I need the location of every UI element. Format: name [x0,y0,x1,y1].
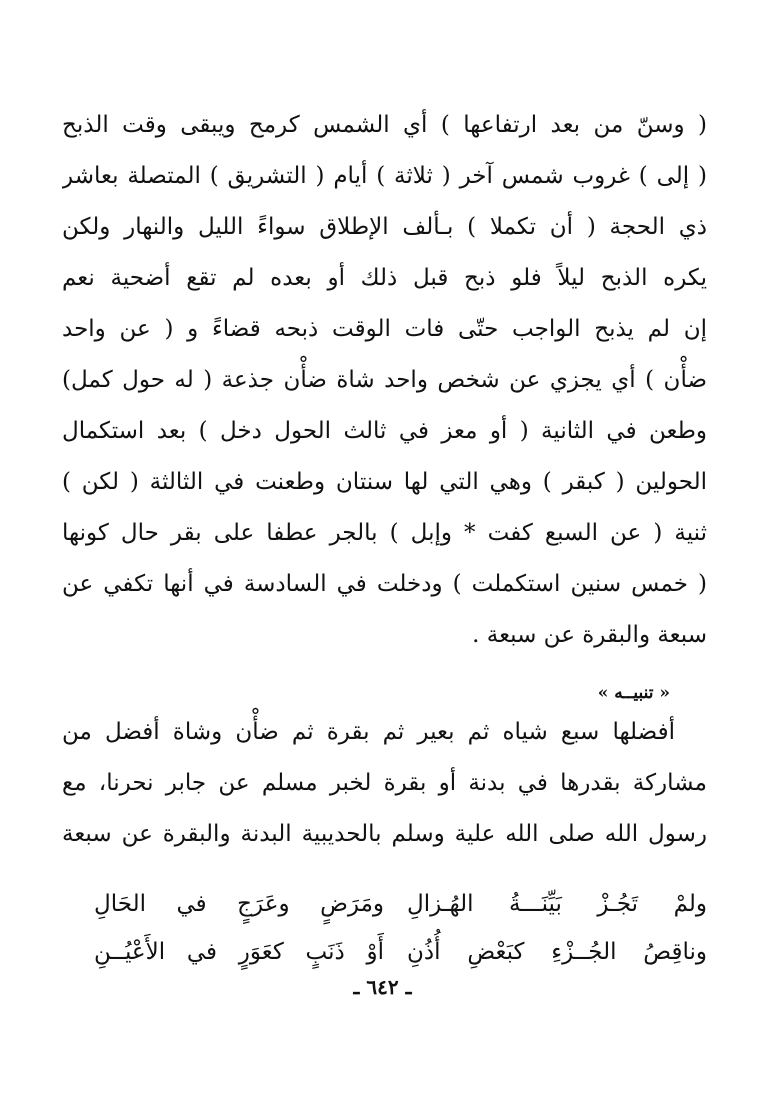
text-line: إن لم يذبح الواجب حتّى فات الوقت ذبحه قضاءً و ( عن واحد [62,316,707,342]
verse-hemistich-second: ومَرَضٍ وعَرَجٍ في الحَالِ [94,891,384,917]
page-number: ـ ٦٤٢ ـ [353,975,412,999]
text-line: الحولين ( كبقر ) وهي التي لها سنتان وطعنت في الثالثة ( لكن ) [62,469,707,495]
verse-line [62,880,707,928]
text-line: ثنية ( عن السبع كفت * وإبل ) بالجر عطفا على بقر حال كونها [62,520,707,546]
notice-heading: « تنبيــه » [597,683,670,703]
notice-text [62,707,707,860]
text-line: ( إلى ) غروب شمس آخر ( ثلاثة ) أيام ( التشريق ) المتصلة بعاشر [62,163,707,189]
main-text [62,100,707,661]
text-line: سبعة والبقرة عن سبعة . [472,622,707,648]
verse-hemistich-second: أَوْ ذَنَبٍ كعَوَرٍ في الأَعْيُــنِ [94,939,384,965]
verse-hemistich-first: وناقِصُ الجُــزْءِ كبَعْضِ أُذُنِ [407,939,707,965]
text-line: يكره الذبح ليلاً فلو ذبح قبل ذلك أو بعده لم تقع أضحية نعم [62,265,707,291]
text-line: مشاركة بقدرها في بدنة أو بقرة لخبر مسلم عن جابر نحرنا، مع [62,770,707,796]
text-line: ( خمس سنين استكملت ) ودخلت في السادسة في أنها تكفي عن [62,571,707,597]
verse-hemistich-first: ولمْ تَجُـزْ بَيِّنَـــةُ الهُـزالِ [407,891,707,917]
text-line: ( وسنّ من بعد ارتفاعها ) أي الشمس كرمح ويبقى وقت الذبح [62,112,707,138]
text-line: رسول الله صلى الله علية وسلم بالحديبية البدنة والبقرة عن سبعة [62,821,707,847]
text-line: ضأْن ) أي يجزي عن شخص واحد شاة ضأْن جذعة ( له حول كمل) [62,367,707,393]
verse-line [62,928,707,976]
text-line: وطعن في الثانية ( أو معز في ثالث الحول دخل ) بعد استكمال [62,418,707,444]
text-line: ذي الحجة ( أن تكملا ) بـألف الإطلاق سواءً الليل والنهار ولكن [62,214,707,240]
text-line: أفضلها سبع شياه ثم بعير ثم بقرة ثم ضأْن وشاة أفضل من [62,719,675,745]
